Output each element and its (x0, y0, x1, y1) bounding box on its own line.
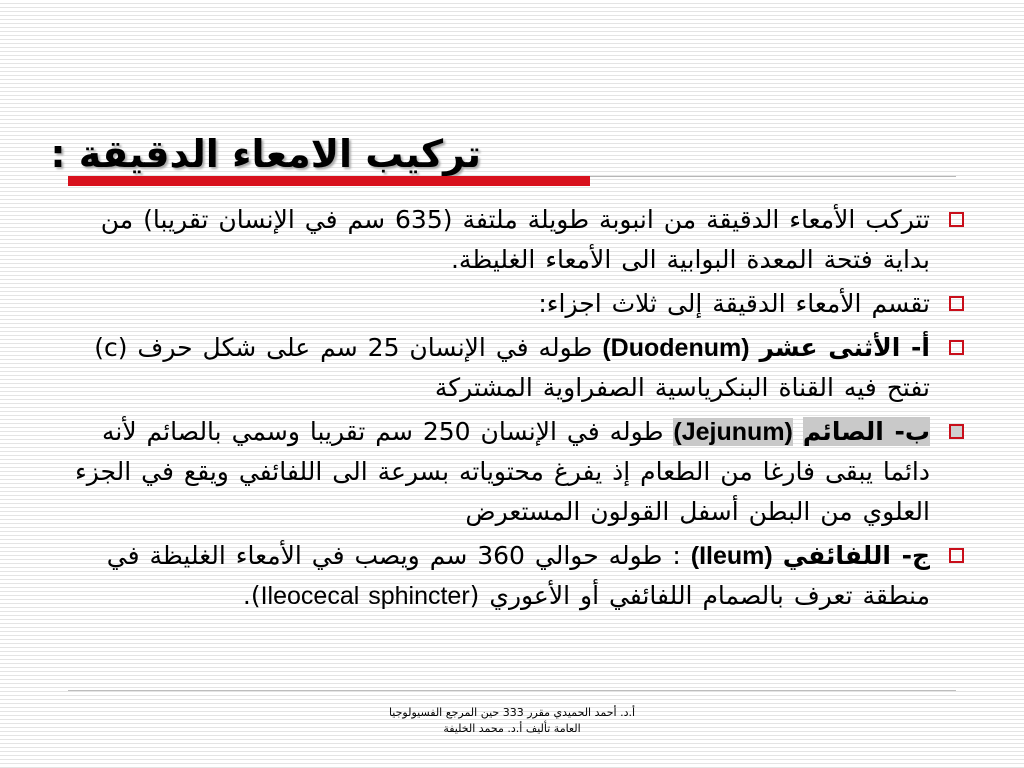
slide-title: تركيب الامعاء الدقيقة : (50, 132, 481, 177)
bullet-item (54, 284, 966, 324)
footer-divider (68, 690, 956, 691)
bullet-text: طوله في الإنسان 250 سم تقريبا وسمي بالصائم لأنه دائما يبقى فارغا من الطعام إذ يفرغ محتوياته بسرعة الى اللفائفي ويقع في الجزء العلوي من البطن أسفل القولون المستعرض (74, 417, 930, 526)
bullet-item (54, 200, 966, 280)
footer (262, 705, 762, 737)
bullet-term-en: Ileocecal sphincter (260, 582, 470, 610)
bullet-term: (Ileum) (690, 542, 773, 570)
bullet-box-icon (949, 212, 964, 227)
bullet-text: تتركب الأمعاء الدقيقة من انبوبة طويلة ملتفة (635 سم في الإنسان تقريبا) من بداية فتحة المعدة البوابية الى الأمعاء الغليظة. (100, 205, 930, 274)
bullet-text: : طوله حوالي 360 سم ويصب في الأمعاء الغليظة في منطقة تعرف بالصمام اللفائفي أو الأعوري ( (106, 541, 930, 610)
bullet-label: أ- الأثنى عشر (759, 333, 930, 362)
title-underline-red (68, 176, 590, 186)
bullet-term: (Duodenum) (602, 334, 750, 362)
title-underline-grey (590, 176, 956, 177)
bullet-item (54, 536, 966, 616)
bullet-item (54, 328, 966, 408)
footer-line-2: العامة تأليف أ.د. محمد الخليفة (443, 722, 581, 735)
bullet-box-icon (949, 296, 964, 311)
footer-line-1: أ.د. أحمد الحميدي مقرر 333 حين المرجع الفسيولوجيا (388, 706, 636, 719)
bullet-term: (Jejunum) (673, 418, 793, 446)
bullet-box-icon (949, 424, 964, 439)
bullet-label: ج- اللفائفي (782, 541, 930, 570)
bullet-text: طوله في الإنسان 25 سم على شكل حرف (c) تفتح فيه القناة البنكرياسية الصفراوية المشتركة (94, 333, 930, 402)
bullet-item (54, 412, 966, 532)
bullet-box-icon (949, 340, 964, 355)
bullet-text: تقسم الأمعاء الدقيقة إلى ثلاث اجزاء: (538, 289, 930, 318)
bullet-box-icon (949, 548, 964, 563)
bullet-label: ب- الصائم (802, 417, 930, 446)
bullet-list (54, 200, 966, 620)
bullet-text-end: ). (242, 581, 261, 610)
